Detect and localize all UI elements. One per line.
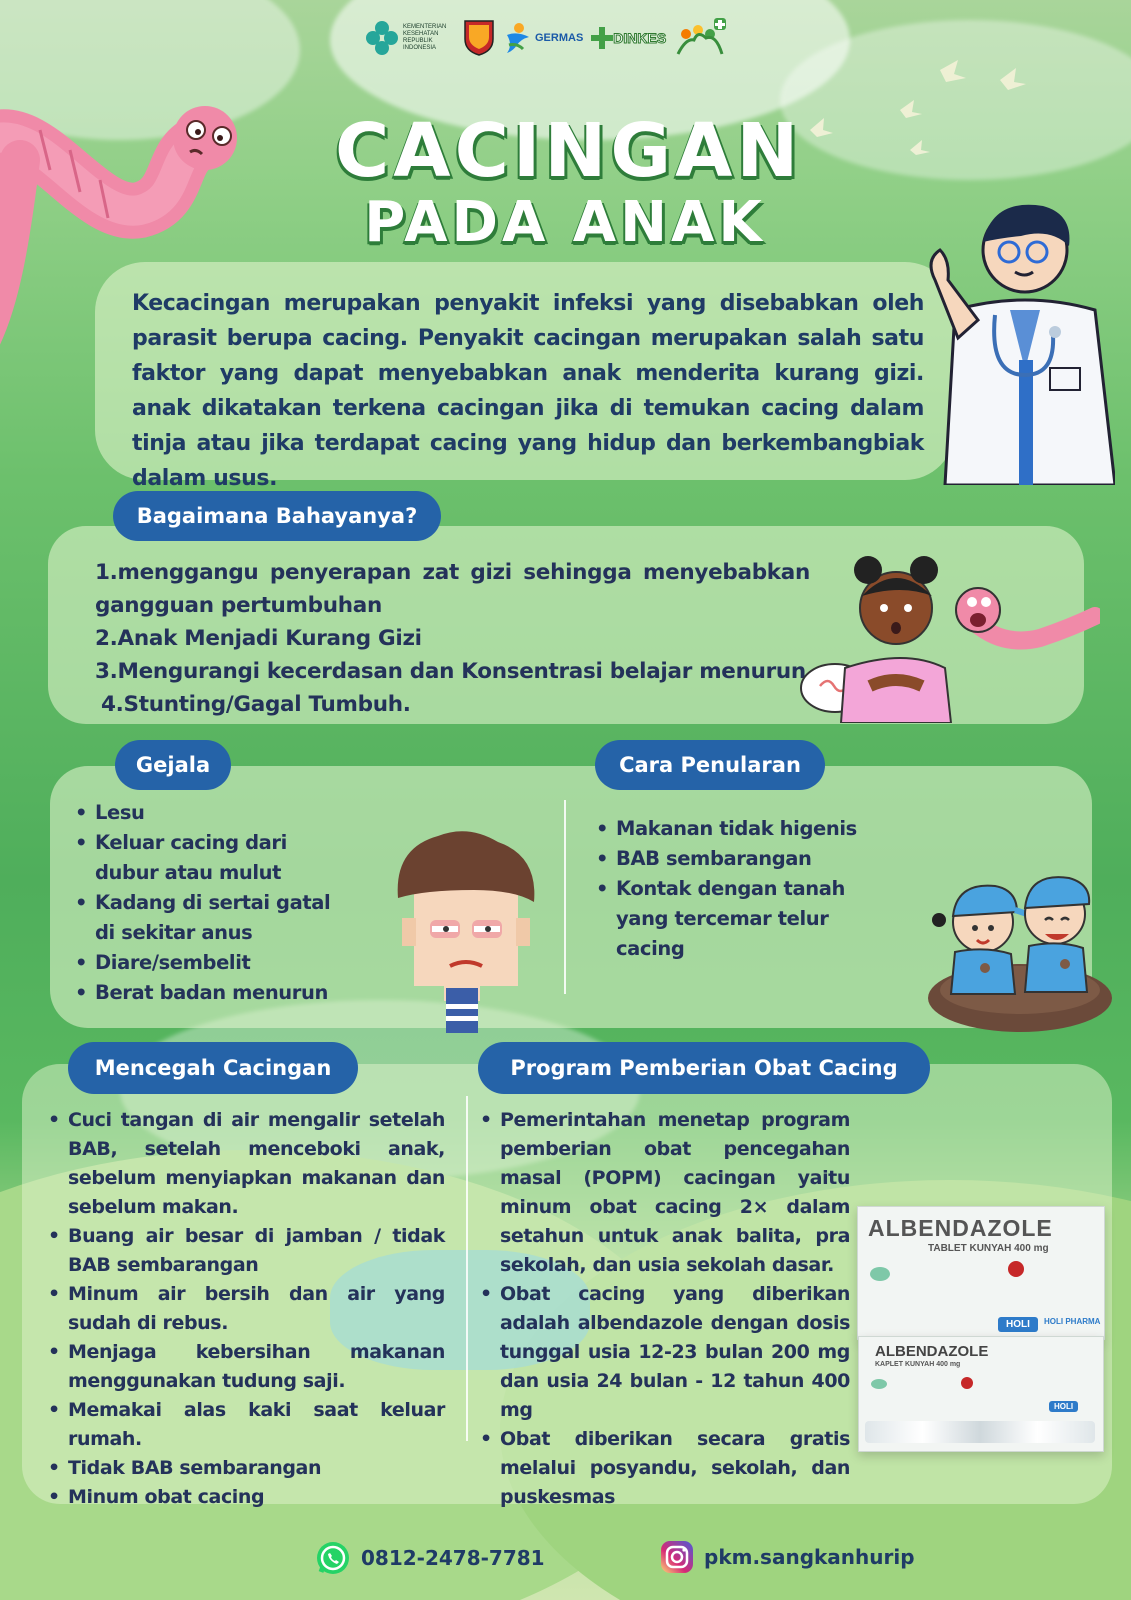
blister-strip <box>865 1421 1095 1443</box>
stripe-icon <box>870 1267 890 1281</box>
program-item: • Pemerintahan menetap program pemberian obat pencegahan masal (POPM) cacingan yaitu minum obat cacing 2× dalam setahun untuk anak balita, pra sekolah, dan usia sekolah dasar. <box>480 1106 850 1280</box>
dinkes-logo <box>591 27 666 49</box>
mencegah-item: • Buang air besar di jamban / tidak BAB sembarangan <box>48 1222 445 1280</box>
gejala-item: • Diare/sembelit <box>75 948 345 978</box>
dinkes-text: DINKES <box>613 30 667 46</box>
penularan-list <box>596 814 864 964</box>
mencegah-divider <box>466 1096 468 1441</box>
bahaya-item-1b: gangguan pertumbuhan <box>95 593 382 618</box>
albendazole-box-caplet <box>858 1336 1104 1452</box>
footer-instagram[interactable] <box>660 1540 915 1574</box>
holi-badge: HOLI <box>998 1317 1038 1332</box>
sick-girl-illustration <box>800 548 1100 723</box>
mencegah-heading: Mencegah Cacingan <box>68 1042 358 1094</box>
mencegah-item: • Cuci tangan di air mengalir setelah BAB, setelah menceboki anak, sebelum menyiapkan makanan dan sebelum makan. <box>48 1106 445 1222</box>
mencegah-list <box>48 1106 445 1512</box>
holi-pharma-text: HOLI PHARMA <box>1044 1317 1101 1326</box>
footer-whatsapp[interactable] <box>315 1540 545 1576</box>
mencegah-item: • Minum air bersih dan air yang sudah di rebus. <box>48 1280 445 1338</box>
program-item: • Obat cacing yang diberikan adalah albendazole dengan dosis tunggal usia 12-23 bulan 200 mg dan usia 24 bulan - 12 tahun 400 mg <box>480 1280 850 1425</box>
mencegah-item: • Menjaga kebersihan makanan menggunakan tudung saji. <box>48 1338 445 1396</box>
germas-text: GERMAS <box>535 32 584 44</box>
kemenkes-icon <box>365 18 399 58</box>
gejala-item: • Berat badan menurun <box>75 978 345 1008</box>
phone-number: 0812-2478-7781 <box>361 1546 545 1570</box>
albendazole-sub-top: TABLET KUNYAH 400 mg <box>928 1243 1049 1254</box>
kemenkes-text: KEMENTERIAN KESEHATAN REPUBLIK INDONESIA <box>403 24 447 51</box>
gejala-divider <box>564 800 566 994</box>
penularan-item: • BAB sembarangan <box>596 844 864 874</box>
bahaya-list <box>95 556 810 721</box>
penularan-item: • Kontak dengan tanah yang tercemar telur cacing <box>596 874 864 964</box>
germas-icon <box>503 21 533 55</box>
program-item: • Obat diberikan secara gratis melalui posyandu, sekolah, dan puskesmas <box>480 1425 850 1512</box>
bahaya-item-2: 2.Anak Menjadi Kurang Gizi <box>95 626 422 651</box>
birds-icon <box>790 40 1070 170</box>
sick-boy-illustration <box>392 828 542 1033</box>
albendazole-box-tablet <box>857 1206 1105 1340</box>
kids-playing-mud-illustration <box>925 860 1115 1035</box>
gejala-item: • Lesu <box>75 798 345 828</box>
sponsor-logos <box>365 12 765 64</box>
bahaya-heading: Bagaimana Bahayanya? <box>113 491 441 541</box>
pill-logo-icon <box>961 1377 973 1389</box>
title-line-2: PADA ANAK <box>364 190 766 255</box>
gejala-list <box>75 798 345 1008</box>
mencegah-item: • Minum obat cacing <box>48 1483 445 1512</box>
title-line-1: CACINGAN <box>335 108 803 194</box>
intro-paragraph: Kecacingan merupakan penyakit infeksi yang disebabkan oleh parasit berupa cacing. Penyakit cacingan merupakan salah satu faktor yang dapat menyebabkan anak menderita kurang gizi. anak dikatakan terkena cacingan jika di temukan cacing dalam tinja atau jika terdapat cacing yang hidup dan berkembangbiak dalam usus. <box>132 291 924 491</box>
stripe-icon <box>871 1379 887 1389</box>
program-list <box>480 1106 850 1512</box>
mencegah-item: • Tidak BAB sembarangan <box>48 1454 445 1483</box>
penularan-item: • Makanan tidak higenis <box>596 814 864 844</box>
holi-badge: HOLI <box>1049 1401 1078 1412</box>
albendazole-name-top: ALBENDAZOLE <box>868 1215 1053 1241</box>
albendazole-name-bottom: ALBENDAZOLE <box>875 1343 989 1360</box>
instagram-handle: pkm.sangkanhurip <box>704 1545 915 1569</box>
whatsapp-icon <box>315 1540 351 1576</box>
doctor-illustration <box>915 190 1115 485</box>
gejala-item: • Keluar cacing dari dubur atau mulut <box>75 828 345 888</box>
albendazole-sub-bottom: KAPLET KUNYAH 400 mg <box>875 1361 961 1368</box>
bahaya-item-4: 4.Stunting/Gagal Tumbuh. <box>101 692 411 717</box>
regency-shield-icon <box>463 19 495 57</box>
kemenkes-logo <box>365 18 455 58</box>
community-health-icon <box>674 18 726 58</box>
dinkes-cross-icon <box>591 27 613 49</box>
gejala-item: • Kadang di sertai gatal di sekitar anus <box>75 888 345 948</box>
program-heading: Program Pemberian Obat Cacing <box>478 1042 930 1094</box>
mencegah-item: • Memakai alas kaki saat keluar rumah. <box>48 1396 445 1454</box>
gejala-heading: Gejala <box>115 740 231 790</box>
bahaya-item-3: 3.Mengurangi kecerdasan dan Konsentrasi belajar menurun <box>95 659 806 684</box>
instagram-icon <box>660 1540 694 1574</box>
bahaya-item-1a: 1.menggangu penyerapan zat gizi sehingga menyebabkan <box>95 560 810 585</box>
penularan-heading: Cara Penularan <box>595 740 825 790</box>
pill-logo-icon <box>1008 1261 1024 1277</box>
germas-logo <box>503 21 583 55</box>
